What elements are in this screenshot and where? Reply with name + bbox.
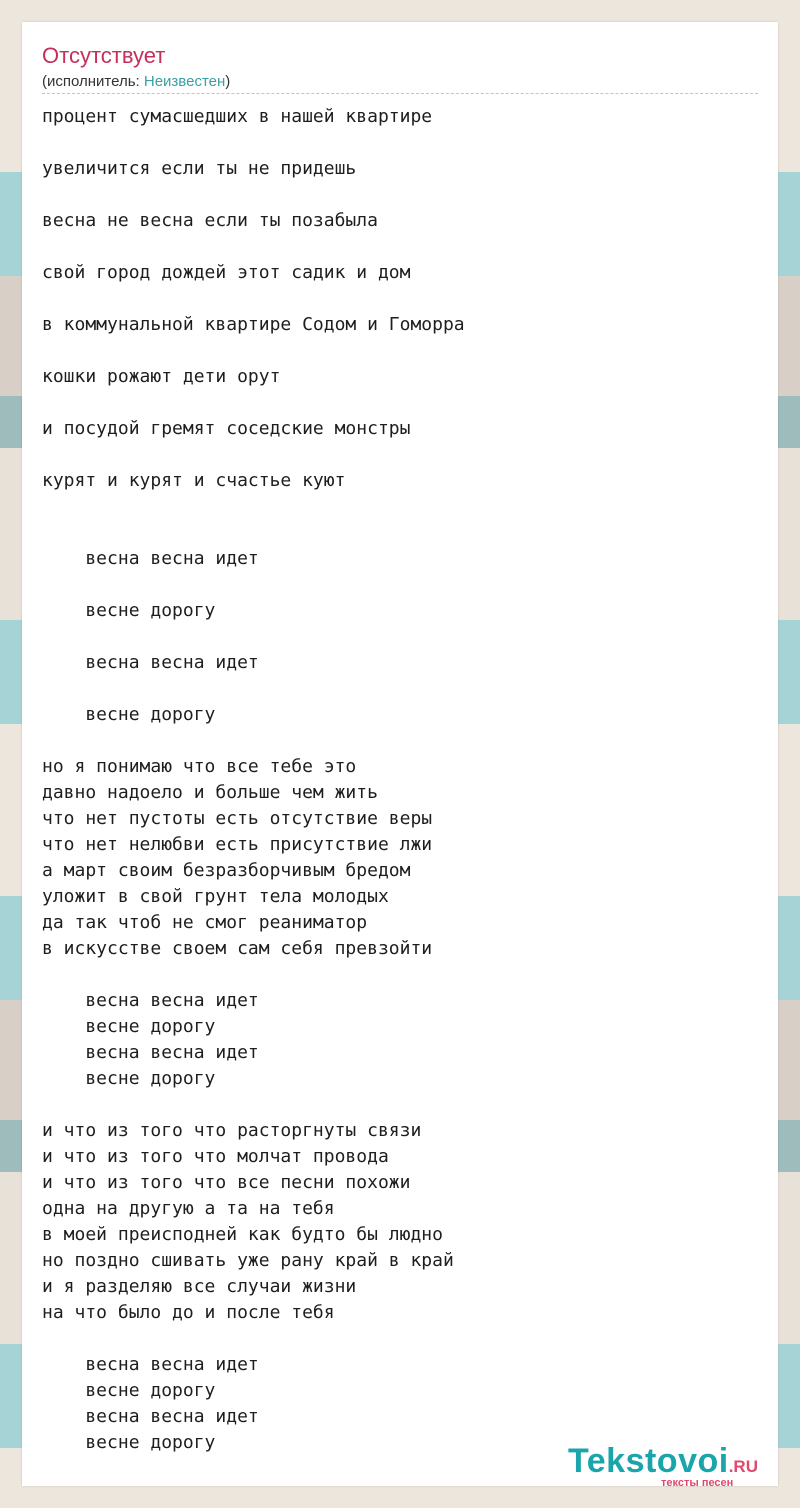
logo-domain: .RU <box>728 1457 758 1476</box>
song-title: Отсутствует <box>42 43 166 68</box>
title-divider <box>42 93 758 94</box>
lyrics-card <box>22 22 778 1489</box>
logo-tagline: тексты песен <box>661 1477 734 1489</box>
lyrics-text: процент сумасшедших в нашей квартире увеличится если ты не придешь весна не весна если ты позабыла свой город дождей этот садик и дом в коммунальной квартире Содом и Гоморра кошки рожают дети орут и посудой гремят соседские монстры курят и курят и счастье куют весна весна идет весне дорогу весна весна идет весне дорогу но я понимаю что все тебе это давно надоело и больше чем жить что нет пустоты есть отсутствие веры что нет нелюбви есть присутствие лжи а март своим безразборчивым бредом уложит в свой грунт тела молодых да так чтоб не смог реаниматор в искусстве своем сам себя превзойти весна весна идет весне дорогу весна весна идет весне дорогу и что из того что расторгнуты связи и что из того что молчат провода и что из того что все песни похожи одна на другую а та на тебя в моей преисподней как будто бы людно но поздно сшивать уже рану край в край и я разделяю все случаи жизни на что было до и после тебя весна весна идет весне дорогу весна весна идет весне дорогу <box>42 106 465 1453</box>
logo-main-text: Tekstovoi <box>568 1442 729 1480</box>
artist-link[interactable]: Неизвестен <box>143 73 226 90</box>
artist-prefix: (исполнитель: <box>42 73 144 90</box>
site-logo[interactable] <box>568 1440 778 1488</box>
artist-line <box>42 72 230 92</box>
artist-suffix: ) <box>225 73 231 90</box>
